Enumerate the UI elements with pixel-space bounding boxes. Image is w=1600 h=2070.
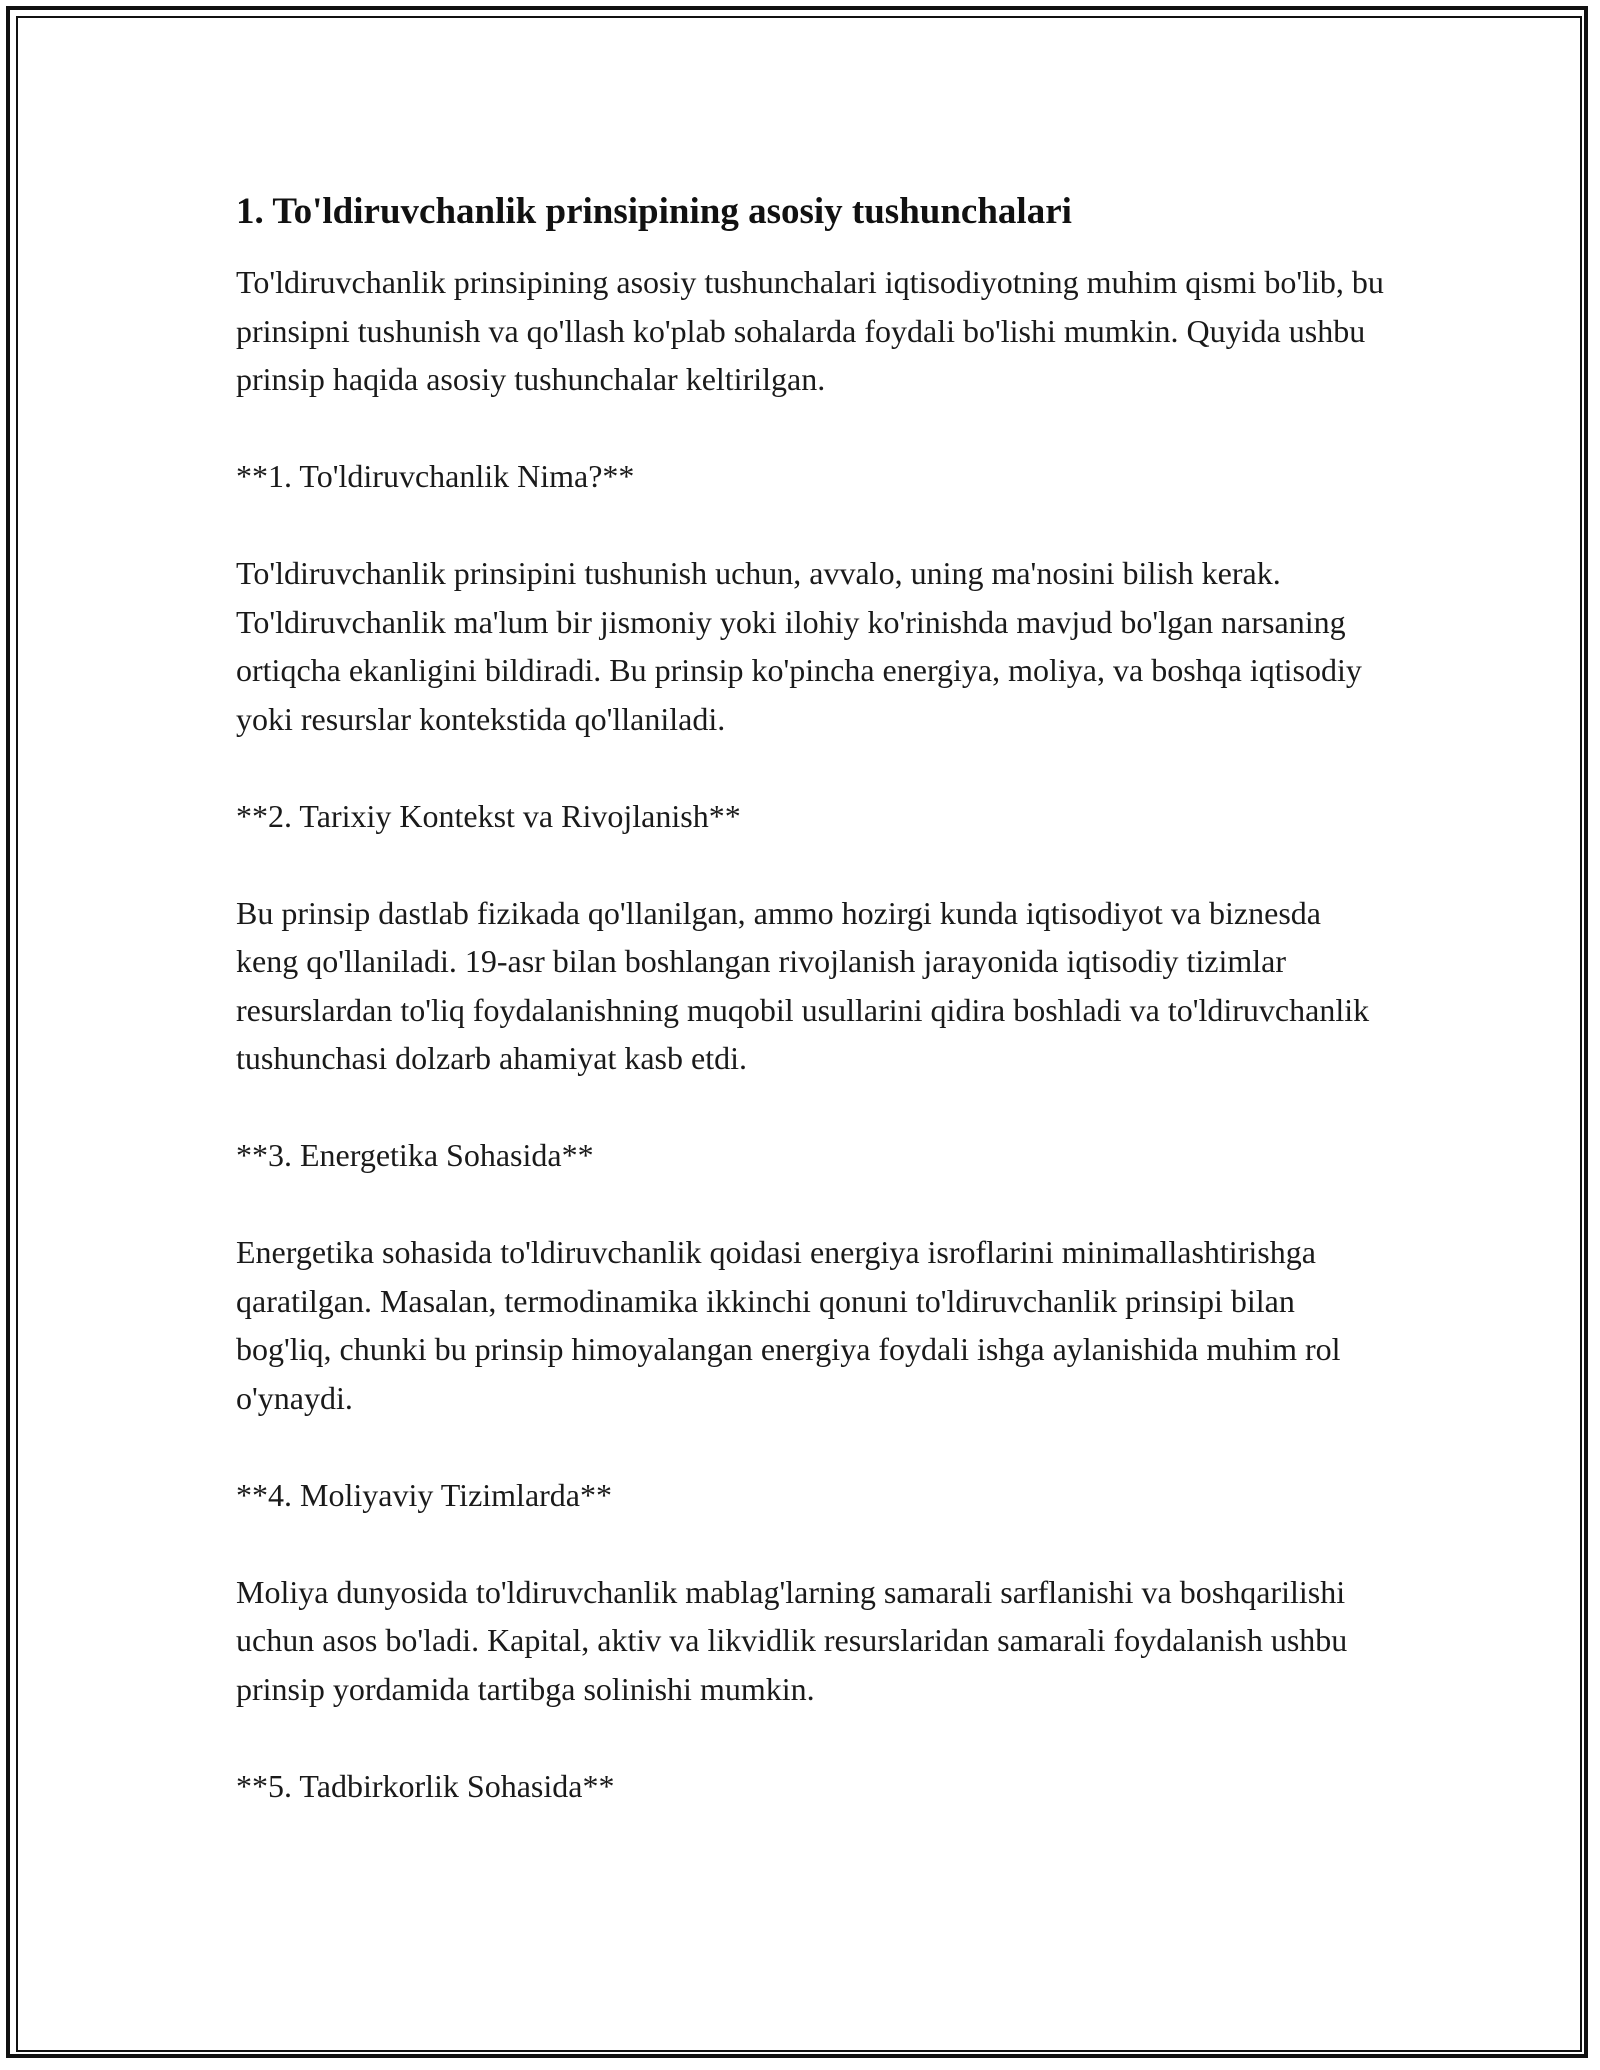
section-heading: 1. To'ldiruvchanlik prinsipining asosiy tushunchalari: [236, 191, 1072, 232]
document-body: [236, 186, 1386, 1859]
subheading-4: **4. Moliyaviy Tizimlarda**: [236, 1476, 612, 1513]
paragraph-4: Moliya dunyosida to'ldiruvchanlik mablag'larning samarali sarflanishi va boshqarilishi uchun asos bo'ladi. Kapital, aktiv va likvidlik resurslaridan samarali foydalanish ushbu prinsip yordamida tartibga solinishi mumkin.: [236, 1573, 1348, 1707]
subheading-5: **5. Tadbirkorlik Sohasida**: [236, 1767, 615, 1804]
subheading-3: **3. Energetika Sohasida**: [236, 1137, 594, 1173]
subheading-2: **2. Tarixiy Kontekst va Rivojlanish**: [236, 797, 741, 834]
paragraph-2: Bu prinsip dastlab fizikada qo'llanilgan, ammo hozirgi kunda iqtisodiyot va biznesda keng qo'llaniladi. 19-asr bilan boshlangan rivojlanish jarayonida iqtisodiy tizimlar resurslardan to'liq foydalanishning muqobil usullarini qidira boshladi va to'ldiruvchanlik tushunchasi dolzarb ahamiyat kasb etdi.: [236, 894, 1370, 1076]
paragraph-3: Energetika sohasida to'ldiruvchanlik qoidasi energiya isroflarini minimallashtirishga qaratilgan. Masalan, termodinamika ikkinchi qonuni to'ldiruvchanlik prinsipi bilan bog'liq, chunki bu prinsip himoyalangan energiya foydali ishga aylanishida muhim rol o'ynaydi.: [236, 1234, 1341, 1416]
paragraph-1: To'ldiruvchanlik prinsipini tushunish uchun, avvalo, uning ma'nosini bilish kerak. To'ldiruvchanlik ma'lum bir jismoniy yoki ilohiy ko'rinishda mavjud bo'lgan narsaning ortiqcha ekanligini bildiradi. Bu prinsip ko'pincha energiya, moliya, va boshqa iqtisodiy yoki resurslar kontekstida qo'llaniladi.: [236, 555, 1362, 737]
intro-paragraph: To'ldiruvchanlik prinsipining asosiy tushunchalari iqtisodiyotning muhim qismi bo'lib, bu prinsipni tushunish va qo'llash ko'plab sohalarda foydali bo'lishi mumkin. Quyida ushbu prinsip haqida asosiy tushunchalar keltirilgan.: [236, 264, 1384, 397]
subheading-1: **1. To'ldiruvchanlik Nima?**: [236, 458, 635, 494]
